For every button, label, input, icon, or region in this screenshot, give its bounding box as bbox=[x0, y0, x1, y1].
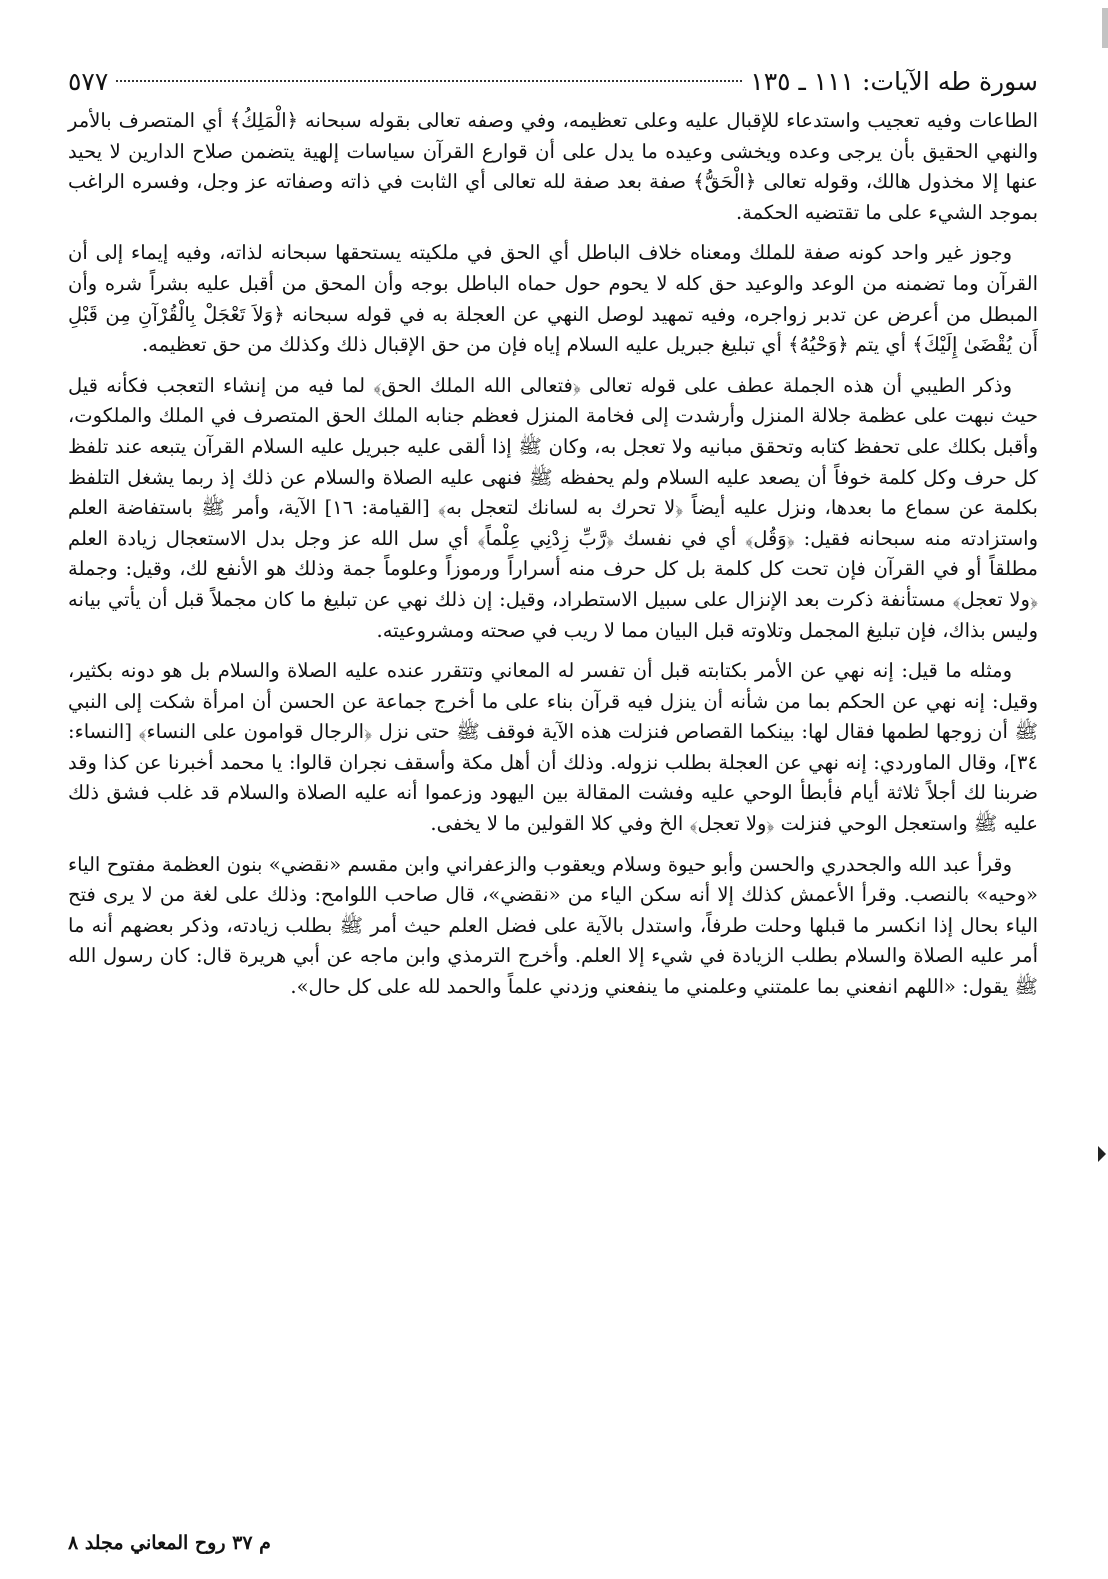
header-title: سورة طه الآيات: ١١١ ـ ١٣٥ bbox=[750, 67, 1038, 96]
paragraph: ومثله ما قيل: إنه نهي عن الأمر بكتابته قبل أن تفسر له المعاني وتتقرر عنده عليه الصلاة والسلام بل هو دونه بكثير، وقيل: إنه نهي عن الحكم بما من شأنه أن ينزل فيه قرآن بناء على ما أخرج جماعة عن الحسن أن امرأة شكت إلى النبي ﷺ أن زوجها لطمها فقال لها: بينكما القصاص فنزلت هذه الآية فوقف ﷺ حتى نزل ﴿الرجال قوامون على النساء﴾ [النساء: ٣٤]، وقال الماوردي: إنه نهي عن العجلة بطلب نزوله. وذلك أن أهل مكة وأسقف نجران قالوا: يا محمد أخبرنا عن كذا وقد ضربنا لك أجلاً ثلاثة أيام فأبطأ الوحي عليه وفشت المقالة بين اليهود وزعموا أنه عليه الصلاة والسلام قد غلب فشق ذلك عليه ﷺ واستعجل الوحي فنزلت ﴿ولا تعجل﴾ الخ وفي كلا القولين ما لا يخفى. bbox=[68, 659, 1038, 836]
header-dot-leader bbox=[116, 80, 742, 82]
page-footer-signature: م ٣٧ روح المعاني مجلد ٨ bbox=[68, 1532, 271, 1554]
paragraph: الطاعات وفيه تعجيب واستدعاء للإقبال عليه وعلى تعظيمه، وفي وصفه تعالى بقوله سبحانه ﴿الْمَلِكُ﴾ أي المتصرف بالأمر والنهي الحقيق بأن يرجى وعده ويخشى وعيده ما يدل على أن قوارع القرآن سياسات إلهية يتضمن صلاح الدارين لا يحيد عنها إلا مخذول هالك، وقوله تعالى ﴿الْحَقُّ﴾ صفة بعد صفة لله تعالى أي الثابت في ذاته وصفاته عز وجل، وفسره الراغب بموجد الشيء على ما تقتضيه الحكمة. bbox=[68, 109, 1038, 224]
page-number: ٥٧٧ bbox=[68, 67, 109, 96]
paragraph: وقرأ عبد الله والجحدري والحسن وأبو حيوة وسلام ويعقوب والزعفراني وابن مقسم «نقضي» بنون العظمة مفتوح الياء «وحيه» بالنصب. وقرأ الأعمش كذلك إلا أنه سكن الياء من «نقضي»، قال صاحب اللوامح: وذلك على لغة من لا يرى فتح الياء بحال إذا انكسر ما قبلها وحلت طرفاً، واستدل بالآية على فضل العلم حيث أمر ﷺ بطلب زيادته، وذكر بعضهم أنه ما أمر عليه الصلاة والسلام بطلب الزيادة في شيء إلا العلم. وأخرج الترمذي وابن ماجه عن أبي هريرة قال: كان رسول الله ﷺ يقول: «اللهم انفعني بما علمتني وعلمني ما ينفعني وزدني علماً والحمد لله على كل حال». bbox=[68, 852, 1038, 999]
paragraph: وجوز غير واحد كونه صفة للملك ومعناه خلاف الباطل أي الحق في ملكيته يستحقها سبحانه لذاته، وفيه إيماء إلى أن القرآن وما تضمنه من الوعد والوعيد حق كله لا يحوم حول حماه الباطل بوجه وأن المحق من أقبل عليه بشراً شره وأن المبطل من أعرض عن تدبر زواجره، وفيه تمهيد لوصل النهي عن العجلة به في قوله سبحانه ﴿وَلاَ تَعْجَلْ بِالْقُرْآنِ مِن قَبْلِ أَن يُقْضَىٰ إِلَيْكَ﴾ أي يتم ﴿وَحْيُهُ﴾ أي تبليغ جبريل عليه السلام إياه فإن من حق الإقبال ذلك وكذلك من حق تعظيمه. bbox=[68, 241, 1038, 357]
page-body bbox=[68, 106, 1038, 1003]
paragraph: وذكر الطيبي أن هذه الجملة عطف على قوله تعالى ﴿فتعالى الله الملك الحق﴾ لما فيه من إنشاء التعجب فكأنه قيل حيث نبهت على عظمة جلالة المنزل وأرشدت إلى فخامة المنزل فعظم جنابه الملك الحق المتصرف في الملك والملكوت، وأقبل بكلك على تحفظ كتابه وتحقق مبانيه ولا تعجل به، وكان ﷺ إذا ألقى عليه جبريل عليه السلام القرآن يتبعه عند تلفظ كل حرف وكل كلمة خوفاً أن يصعد عليه السلام ولم يحفظه ﷺ فنهى عليه الصلاة والسلام عن ذلك إذ ربما يشغل التلفظ بكلمة عن سماع ما بعدها، ونزل عليه أيضاً ﴿لا تحرك به لسانك لتعجل به﴾ [القيامة: ١٦] الآية، وأمر ﷺ باستفاضة العلم واستزادته منه سبحانه فقيل: ﴿وَقُل﴾ أي في نفسك ﴿رَّبِّ زِدْنِي عِلْماً﴾ أي سل الله عز وجل بدل الاستعجال زيادة العلم مطلقاً أو في القرآن فإن تحت كل كلمة بل كل حرف منه أسراراً ورموزاً وعلوماً جمة وذلك هو الأنفع لك، وقيل: وجملة ﴿ولا تعجل﴾ مستأنفة ذكرت بعد الإنزال على سبيل الاستطراد، وقيل: إن ذلك نهي عن تبليغ ما كان مجملاً قبل أن يأتي بيانه وليس بذاك، فإن تبليغ المجمل وتلاوته قبل البيان مما لا ريب في صحته ومشروعيته. bbox=[68, 373, 1038, 642]
scan-edge-mark bbox=[1102, 8, 1108, 48]
margin-triangle-mark bbox=[1098, 1146, 1106, 1162]
book-page bbox=[68, 62, 1038, 1562]
running-header bbox=[68, 62, 1038, 102]
